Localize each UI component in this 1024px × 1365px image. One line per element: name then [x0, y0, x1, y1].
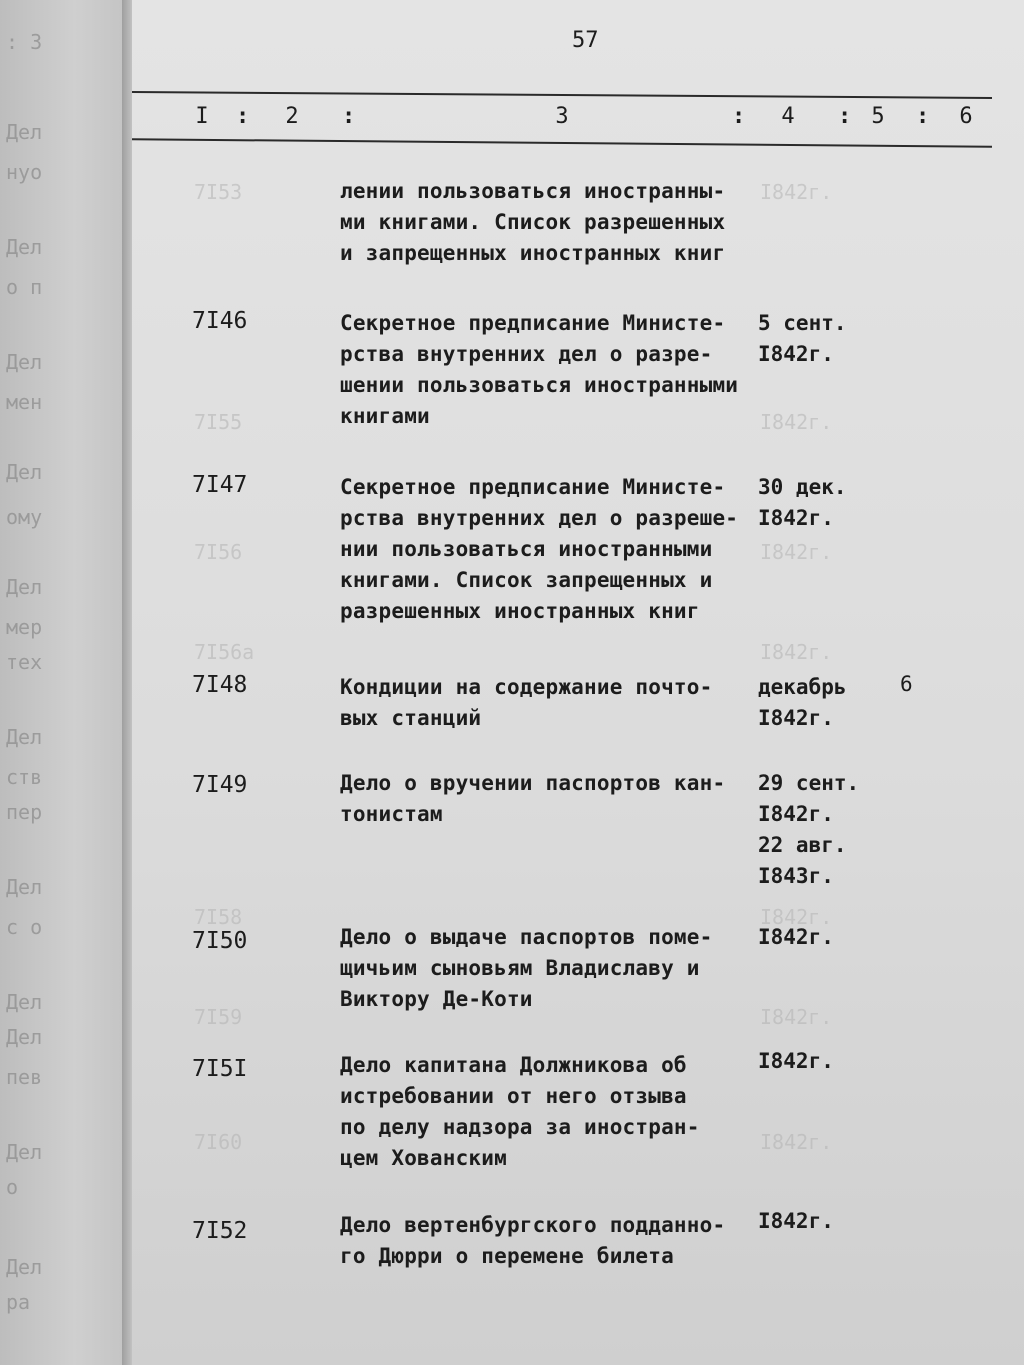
- show-through-text: с о: [6, 915, 43, 939]
- header-top-rule: [132, 91, 992, 99]
- item-number: 7I46: [192, 308, 248, 334]
- column-header-5: 5: [871, 104, 885, 129]
- show-through-text: ому: [6, 505, 43, 529]
- show-through-text: 7I59: [194, 1005, 243, 1029]
- show-through-text: Дел: [6, 460, 43, 484]
- item-date: 30 дек. I842г.: [758, 475, 847, 530]
- show-through-text: Дел: [6, 1255, 43, 1279]
- item-number: 7I47: [192, 472, 248, 498]
- item-date: декабрь I842г.: [758, 675, 847, 730]
- show-through-text: I842г.: [760, 640, 833, 664]
- item-title: Дело о вручении паспортов кан- тонистам: [340, 771, 726, 826]
- show-through-text: : 3: [6, 30, 43, 54]
- show-through-text: 7I56: [194, 540, 243, 564]
- column-separator: :: [342, 104, 356, 129]
- item-number: 7I50: [192, 928, 248, 954]
- continued-entry-title: лении пользоваться иностранны- ми книгами. Список разрешенных и запрещенных иностранных книг: [340, 179, 726, 265]
- item-title: Дело капитана Должникова об истребовании от него отзыва по делу надзора за иностран- цем Хованским: [340, 1053, 700, 1170]
- show-through-text: Дел: [6, 1140, 43, 1164]
- column-separator: :: [916, 104, 930, 129]
- column-header-2: 2: [285, 104, 299, 129]
- show-through-text: мен: [6, 390, 43, 414]
- item-date: I842г.: [758, 1209, 834, 1233]
- show-through-text: о: [6, 1175, 19, 1199]
- show-through-text: ств: [6, 765, 43, 789]
- column-header-4: 4: [781, 104, 795, 129]
- item-title: Секретное предписание Министе- рства внутренних дел о разре- шении пользоваться иностранными книгами: [340, 311, 739, 428]
- show-through-text: I842г.: [760, 180, 833, 204]
- adjacent-page-edge: [0, 0, 125, 1365]
- column-header-3: 3: [555, 104, 569, 129]
- show-through-text: I842г.: [760, 905, 833, 929]
- item-date: I842г.: [758, 1049, 834, 1073]
- document-page: [132, 0, 1024, 1365]
- header-bottom-rule: [132, 138, 992, 148]
- show-through-text: Дел: [6, 725, 43, 749]
- show-through-text: Дел: [6, 235, 43, 259]
- item-number: 7I48: [192, 672, 248, 698]
- show-through-text: Дел: [6, 120, 43, 144]
- item-number: 7I52: [192, 1218, 248, 1244]
- show-through-text: пер: [6, 800, 43, 824]
- item-sheets: 6: [900, 672, 913, 696]
- item-title: Кондиции на содержание почто- вых станций: [340, 675, 713, 730]
- show-through-text: тех: [6, 650, 43, 674]
- show-through-text: 7I60: [194, 1130, 243, 1154]
- page-number: 57: [572, 28, 599, 53]
- show-through-text: I842г.: [760, 410, 833, 434]
- column-separator: :: [236, 104, 250, 129]
- show-through-text: Дел: [6, 575, 43, 599]
- show-through-text: 7I55: [194, 410, 243, 434]
- item-date: 29 сент. I842г. 22 авг. I843г.: [758, 771, 860, 888]
- show-through-text: I842г.: [760, 540, 833, 564]
- show-through-text: Дел: [6, 875, 43, 899]
- show-through-text: Дел: [6, 990, 43, 1014]
- item-title: Дело о выдаче паспортов поме- щичьим сыновьям Владиславу и Виктору Де-Коти: [340, 925, 713, 1011]
- item-date: I842г.: [758, 925, 834, 949]
- item-number: 7I49: [192, 772, 248, 798]
- show-through-text: 7I56а: [194, 640, 255, 664]
- show-through-text: мер: [6, 615, 43, 639]
- show-through-text: нуо: [6, 160, 43, 184]
- column-separator: :: [838, 104, 852, 129]
- show-through-text: 7I58: [194, 905, 243, 929]
- show-through-text: Дел: [6, 1025, 43, 1049]
- column-header-1: I: [195, 104, 209, 129]
- item-title: Секретное предписание Министе- рства внутренних дел о разреше- нии пользоваться иностранными книгами. Список запрещенных и разрешенных иностранных книг: [340, 475, 739, 623]
- column-header-6: 6: [959, 104, 973, 129]
- show-through-text: I842г.: [760, 1130, 833, 1154]
- column-separator: :: [732, 104, 746, 129]
- show-through-text: о п: [6, 275, 43, 299]
- item-number: 7I5I: [192, 1056, 248, 1082]
- show-through-text: 7I53: [194, 180, 243, 204]
- show-through-text: Дел: [6, 350, 43, 374]
- item-title: Дело вертенбургского подданно- го Дюрри о перемене билета: [340, 1213, 726, 1268]
- show-through-text: I842г.: [760, 1005, 833, 1029]
- item-date: 5 сент. I842г.: [758, 311, 847, 366]
- show-through-text: пев: [6, 1065, 43, 1089]
- show-through-text: ра: [6, 1290, 31, 1314]
